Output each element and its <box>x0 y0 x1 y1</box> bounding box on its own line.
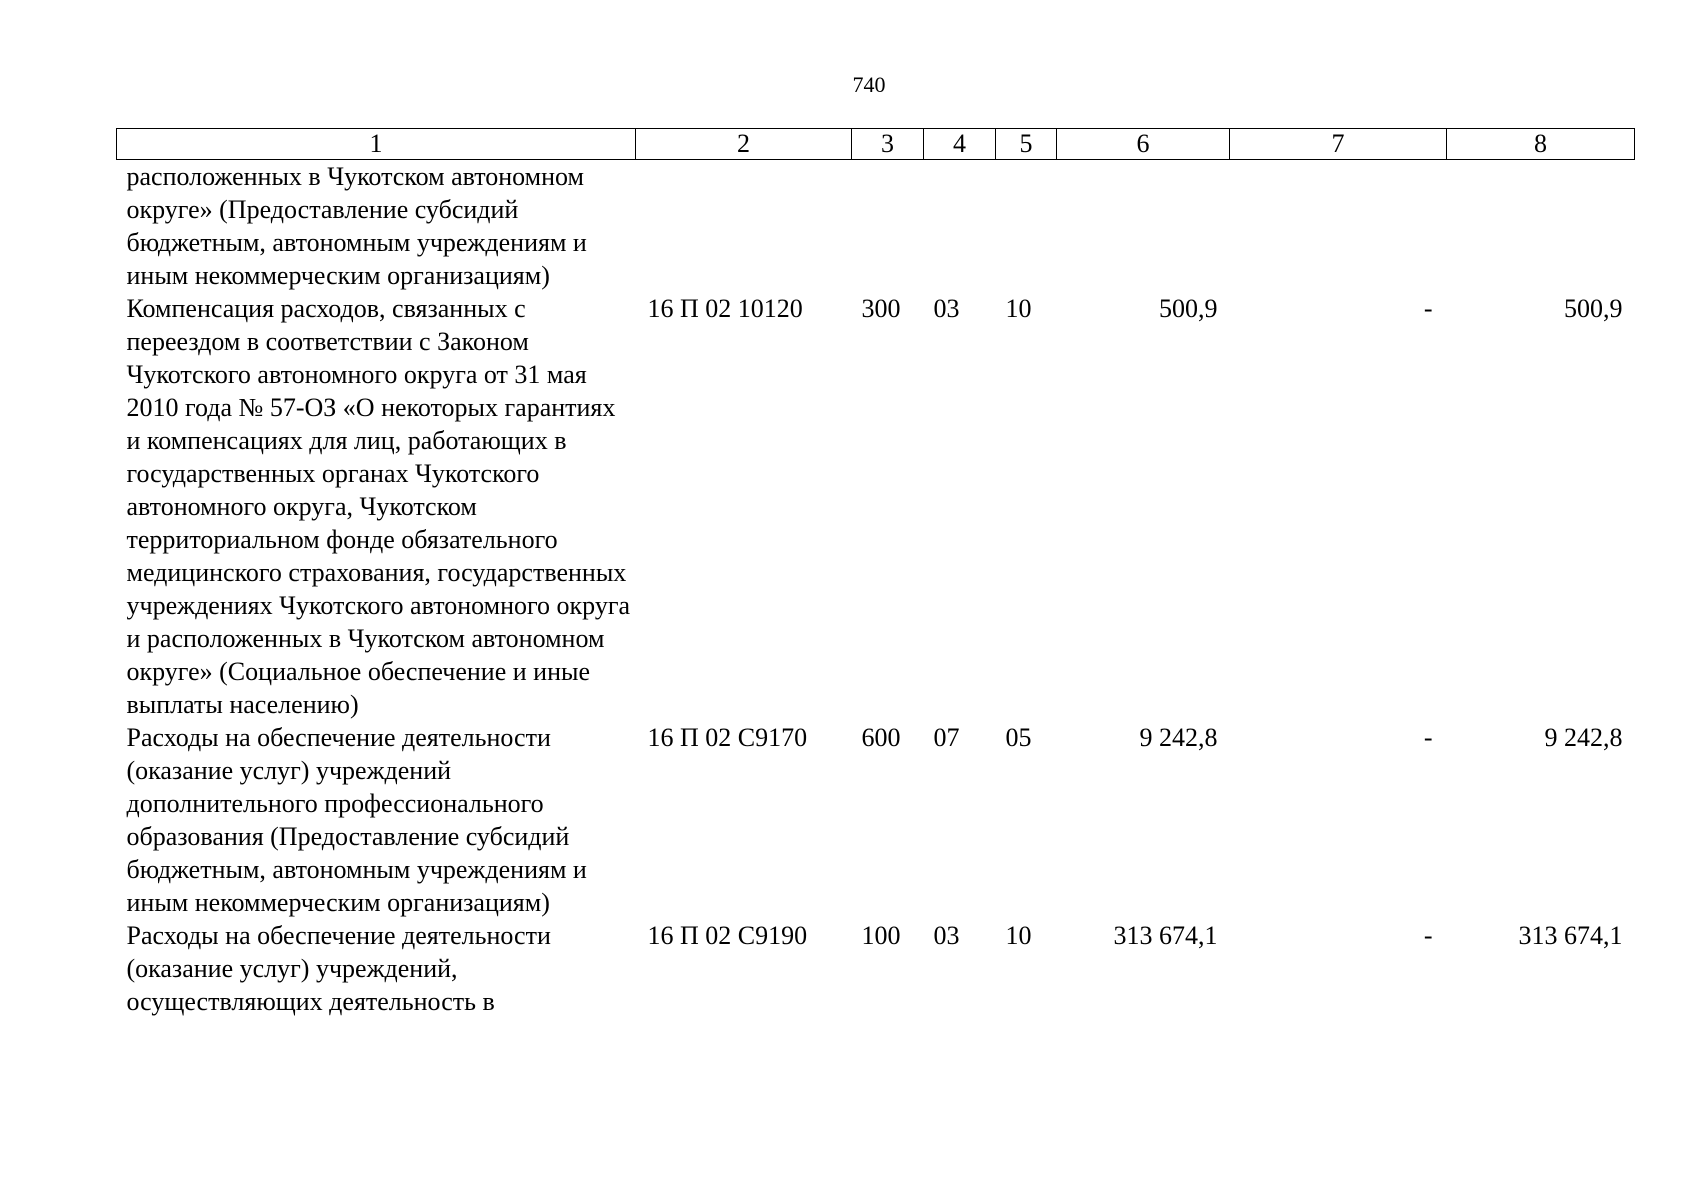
row-col8: 500,9 <box>1564 294 1623 323</box>
table-row <box>117 292 1635 721</box>
budget-table <box>116 128 1635 1018</box>
row-col3 <box>852 160 924 293</box>
column-header-2: 2 <box>636 129 852 160</box>
row-name: Расходы на обеспечение деятельности (оказание услуг) учреждений дополнительного профессионального образования (Предоставление субсидий бюджетным, автономным учреждениям и иным некоммерческим организациям) <box>126 723 587 917</box>
row-col8: 9 242,8 <box>1544 723 1623 752</box>
row-name: Компенсация расходов, связанных с переездом в соответствии с Законом Чукотского автономного округа от 31 мая 2010 года № 57-ОЗ «О некоторых гарантиях и компенсациях для лиц, работающих в государственных органах Чукотского автономного округа, Чукотском территориальном фонде обязательного медицинского страхования, государственных учреждениях Чукотского автономного округа и расположенных в Чукотском автономном округе» (Социальное обеспечение и иные выплаты населению) <box>126 294 631 719</box>
row-col3: 300 <box>861 294 901 323</box>
row-col5: 10 <box>1005 921 1032 950</box>
row-col8: 313 674,1 <box>1518 921 1623 950</box>
row-col4 <box>924 160 996 293</box>
row-col4: 03 <box>933 294 960 323</box>
column-header-8: 8 <box>1447 129 1635 160</box>
table-header-row <box>117 129 1635 160</box>
row-name: расположенных в Чукотском автономном округе» (Предоставление субсидий бюджетным, автономным учреждениям и иным некоммерческим организациям) <box>126 162 587 290</box>
row-col5 <box>996 160 1057 293</box>
row-col7: - <box>1423 723 1433 752</box>
column-header-4: 4 <box>924 129 996 160</box>
row-col6: 313 674,1 <box>1113 921 1218 950</box>
row-col6: 9 242,8 <box>1139 723 1218 752</box>
row-col6: 500,9 <box>1159 294 1218 323</box>
row-name: Расходы на обеспечение деятельности (оказание услуг) учреждений, осуществляющих деятельность в <box>126 921 551 1016</box>
row-col3: 100 <box>861 921 901 950</box>
row-code: 16 П 02 С9190 <box>647 921 808 950</box>
row-code: 16 П 02 С9170 <box>647 723 808 752</box>
table-body <box>117 160 1635 1019</box>
row-col7 <box>1230 160 1447 293</box>
row-col4: 03 <box>933 921 960 950</box>
row-code: 16 П 02 10120 <box>647 294 803 323</box>
column-header-1: 1 <box>117 129 636 160</box>
table-row <box>117 721 1635 919</box>
table-row <box>117 919 1635 1018</box>
column-header-7: 7 <box>1230 129 1447 160</box>
table-header <box>117 129 1635 160</box>
column-header-5: 5 <box>996 129 1057 160</box>
column-header-6: 6 <box>1057 129 1230 160</box>
row-code <box>636 160 852 293</box>
row-col3: 600 <box>861 723 901 752</box>
row-col7: - <box>1423 921 1433 950</box>
page-number: 740 <box>852 72 886 97</box>
row-col5: 10 <box>1005 294 1032 323</box>
row-col6 <box>1057 160 1230 293</box>
row-col5: 05 <box>1005 723 1032 752</box>
table-row <box>117 160 1635 293</box>
column-header-3: 3 <box>852 129 924 160</box>
row-col8 <box>1447 160 1635 293</box>
row-col7: - <box>1423 294 1433 323</box>
row-col4: 07 <box>933 723 960 752</box>
